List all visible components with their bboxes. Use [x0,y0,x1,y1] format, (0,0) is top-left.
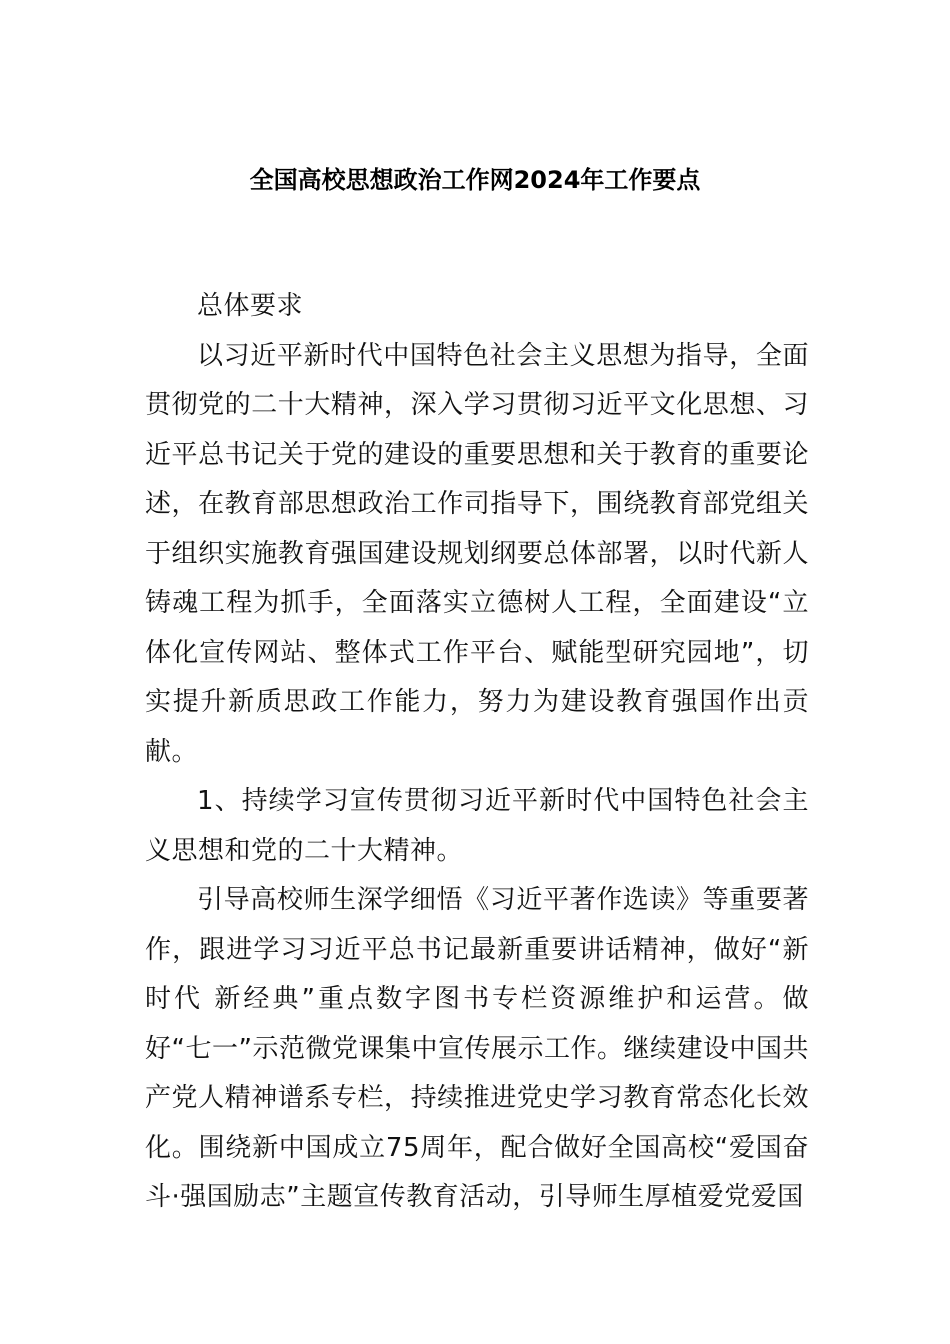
document-title: 全国高校思想政治工作网2024年工作要点 [249,166,701,194]
section-heading-item-1: 1、持续学习宣传贯彻习近平新时代中国特色社会主义思想和党的二十大精神。 [145,786,809,866]
paragraph: 以习近平新时代中国特色社会主义思想为指导，全面贯彻党的二十大精神，深入学习贯彻习近平文化思想、习近平总书记关于党的建设的重要思想和关于教育的重要论述，在教育部思想政治工作司指导下，围绕教育部党组关于组织实施教育强国建设规划纲要总体部署，以时代新人铸魂工程为抓手，全面落实立德树人工程，全面建设“立体化宣传网站、整体式工作平台、赋能型研究园地”，切实提升新质思政工作能力，努力为建设教育强国作出贡献。 [145,340,809,767]
paragraph: 引导高校师生深学细悟《习近平著作选读》等重要著作，跟进学习习近平总书记最新重要讲话精神，做好“新时代 新经典”重点数字图书专栏资源维护和运营。做好“七一”示范微党课集中宣传展示工作。继续建设中国共产党人精神谱系专栏，持续推进党史学习教育常态化长效化。围绕新中国成立75周年，配合做好全国高校“爱国奋斗·强国励志”主题宣传教育活动，引导师生厚植爱党爱国 [145,885,809,1212]
section-heading-overall-requirements: 总体要求 [197,291,304,321]
document-body [145,282,809,1223]
